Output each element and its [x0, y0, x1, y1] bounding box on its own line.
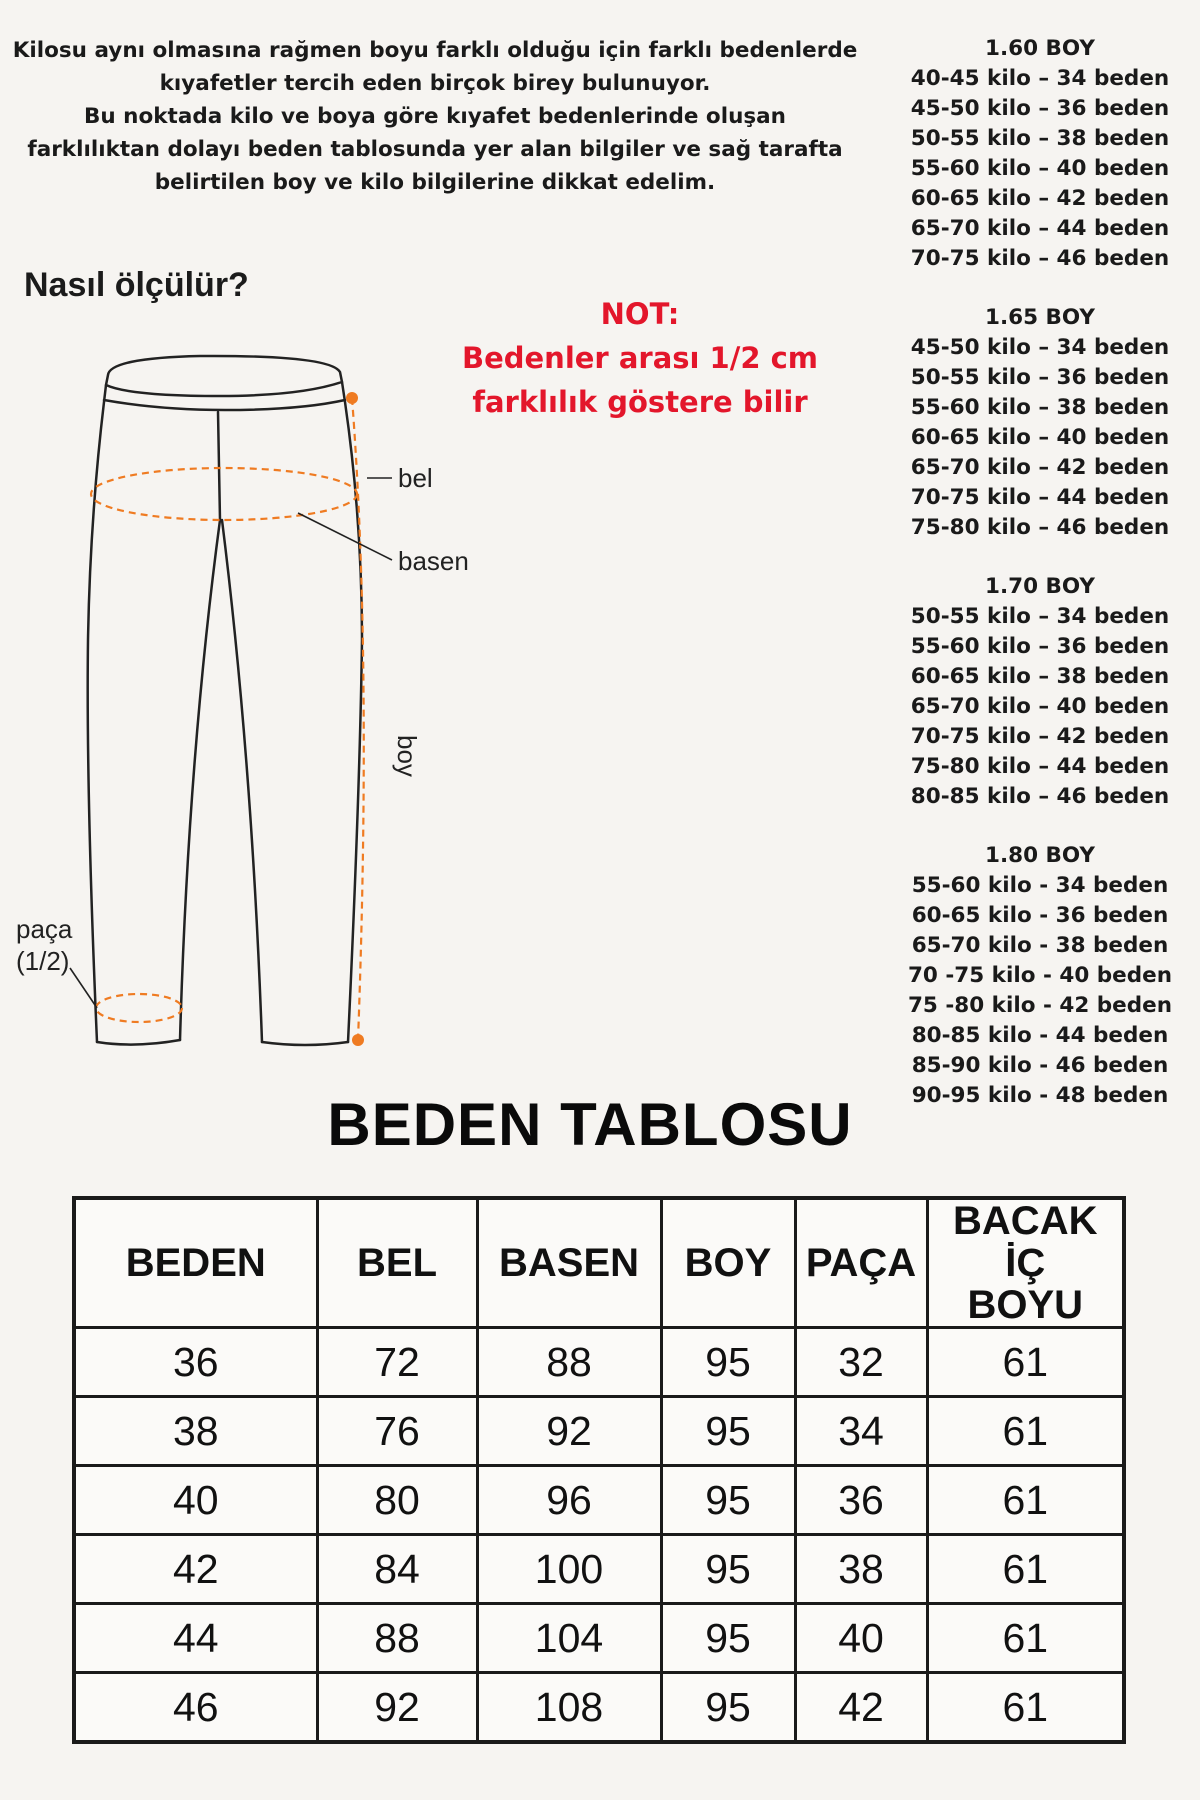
trousers-diagram [0, 340, 520, 1060]
how-to-measure-title: Nasıl ölçülür? [24, 266, 249, 304]
weight-size-row: 90-95 kilo - 48 beden [911, 1083, 1169, 1108]
right-outer-seam [342, 382, 362, 1042]
header-paca: PAÇA [795, 1198, 927, 1328]
table-cell: 108 [477, 1673, 661, 1743]
left-outer-seam [88, 385, 106, 1042]
length-end-dot [352, 1034, 364, 1046]
weight-size-row: 55-60 kilo – 38 beden [910, 395, 1170, 420]
header-basen: BASEN [477, 1198, 661, 1328]
waistband-top [106, 356, 342, 396]
length-measure-line [352, 398, 364, 1040]
table-cell: 95 [661, 1328, 795, 1397]
hem-measure-ellipse [96, 994, 182, 1022]
table-cell: 95 [661, 1466, 795, 1535]
left-inner-seam [180, 520, 220, 1040]
table-cell: 40 [74, 1466, 317, 1535]
height-weight-guide [900, 34, 1180, 1140]
note-line: Bedenler arası 1/2 cm [461, 341, 819, 375]
left-hem [97, 1040, 180, 1045]
weight-size-row: 50-55 kilo – 34 beden [910, 604, 1170, 629]
header-boy: BOY [661, 1198, 795, 1328]
table-cell: 42 [74, 1535, 317, 1604]
paca-label: paça [16, 914, 73, 944]
bel-label: bel [398, 463, 433, 493]
table-cell: 46 [74, 1673, 317, 1743]
table-cell: 95 [661, 1604, 795, 1673]
weight-size-row: 55-60 kilo – 40 beden [910, 156, 1170, 181]
table-cell: 36 [795, 1466, 927, 1535]
weight-size-row: 65-70 kilo - 38 beden [911, 933, 1169, 958]
weight-size-row: 55-60 kilo – 36 beden [910, 634, 1170, 659]
weight-size-row: 45-50 kilo – 36 beden [910, 96, 1170, 121]
table-row [74, 1328, 1124, 1397]
height-group-title: 1.70 BOY [985, 574, 1095, 599]
intro-line: kıyafetler tercih eden birçok birey bulunuyor. [159, 71, 711, 96]
weight-size-row: 80-85 kilo - 44 beden [911, 1023, 1169, 1048]
table-cell: 84 [317, 1535, 477, 1604]
table-cell: 96 [477, 1466, 661, 1535]
weight-size-row: 60-65 kilo – 40 beden [910, 425, 1170, 450]
header-bel: BEL [317, 1198, 477, 1328]
table-row [74, 1535, 1124, 1604]
table-cell: 100 [477, 1535, 661, 1604]
height-group-title: 1.80 BOY [985, 843, 1095, 868]
paca-half-label: (1/2) [16, 946, 70, 976]
intro-paragraph [10, 34, 860, 199]
table-cell: 92 [317, 1673, 477, 1743]
table-cell: 44 [74, 1604, 317, 1673]
weight-size-row: 40-45 kilo – 34 beden [910, 66, 1170, 91]
table-cell: 61 [927, 1604, 1124, 1673]
weight-size-row: 65-70 kilo – 44 beden [910, 216, 1170, 241]
header-bacak-ic-boyu-text: BACAK İÇ BOYU [953, 1199, 1098, 1327]
table-cell: 95 [661, 1535, 795, 1604]
intro-line: Kilosu aynı olmasına rağmen boyu farklı olduğu için farklı bedenlerde [12, 38, 858, 63]
table-cell: 88 [477, 1328, 661, 1397]
table-cell: 34 [795, 1397, 927, 1466]
table-cell: 104 [477, 1604, 661, 1673]
table-cell: 61 [927, 1535, 1124, 1604]
table-cell: 32 [795, 1328, 927, 1397]
intro-line: farklılıktan dolayı beden tablosunda yer alan bilgiler ve sağ tarafta [27, 137, 843, 162]
center-seam [218, 412, 220, 520]
height-group [900, 572, 1180, 812]
intro-line: belirtilen boy ve kilo bilgilerine dikkat edelim. [154, 170, 716, 195]
table-cell: 42 [795, 1673, 927, 1743]
length-start-dot [346, 392, 358, 404]
weight-size-row: 65-70 kilo – 40 beden [910, 694, 1170, 719]
note-title: NOT: [600, 297, 680, 331]
boy-label: boy [392, 735, 422, 777]
table-header-row [74, 1198, 1124, 1328]
height-group [900, 841, 1180, 1111]
table-cell: 61 [927, 1328, 1124, 1397]
right-hem [262, 1042, 348, 1045]
weight-size-row: 45-50 kilo – 34 beden [910, 335, 1170, 360]
weight-size-row: 75-80 kilo – 44 beden [910, 754, 1170, 779]
table-cell: 92 [477, 1397, 661, 1466]
weight-size-row: 60-65 kilo - 36 beden [911, 903, 1169, 928]
weight-size-row: 85-90 kilo - 46 beden [911, 1053, 1169, 1078]
weight-size-row: 70-75 kilo – 44 beden [910, 485, 1170, 510]
table-cell: 76 [317, 1397, 477, 1466]
height-group [900, 303, 1180, 543]
table-cell: 61 [927, 1397, 1124, 1466]
table-cell: 88 [317, 1604, 477, 1673]
weight-size-row: 75 -80 kilo - 42 beden [907, 993, 1173, 1018]
table-cell: 80 [317, 1466, 477, 1535]
weight-size-row: 70-75 kilo – 46 beden [910, 246, 1170, 271]
table-cell: 36 [74, 1328, 317, 1397]
weight-size-row: 50-55 kilo – 38 beden [910, 126, 1170, 151]
weight-size-row: 70-75 kilo – 42 beden [910, 724, 1170, 749]
weight-size-row: 65-70 kilo – 42 beden [910, 455, 1170, 480]
weight-size-row: 50-55 kilo – 36 beden [910, 365, 1170, 390]
table-cell: 38 [74, 1397, 317, 1466]
table-cell: 61 [927, 1466, 1124, 1535]
height-group-title: 1.65 BOY [985, 305, 1095, 330]
weight-size-row: 70 -75 kilo - 40 beden [907, 963, 1173, 988]
table-cell: 40 [795, 1604, 927, 1673]
table-cell: 61 [927, 1673, 1124, 1743]
table-cell: 95 [661, 1673, 795, 1743]
table-row [74, 1397, 1124, 1466]
table-cell: 38 [795, 1535, 927, 1604]
size-table-title: BEDEN TABLOSU [327, 1091, 853, 1158]
weight-size-row: 60-65 kilo – 38 beden [910, 664, 1170, 689]
note-line: farklılık göstere bilir [472, 385, 808, 419]
table-row [74, 1604, 1124, 1673]
weight-size-row: 55-60 kilo - 34 beden [911, 873, 1169, 898]
height-group-title: 1.60 BOY [985, 36, 1095, 61]
basen-leader [298, 513, 392, 560]
table-cell: 72 [317, 1328, 477, 1397]
weight-size-row: 80-85 kilo – 46 beden [910, 784, 1170, 809]
table-row [74, 1673, 1124, 1743]
weight-size-row: 75-80 kilo – 46 beden [910, 515, 1170, 540]
table-row [74, 1466, 1124, 1535]
table-cell: 95 [661, 1397, 795, 1466]
header-beden: BEDEN [74, 1198, 317, 1328]
size-table [72, 1196, 1126, 1744]
right-inner-seam [222, 520, 262, 1042]
header-bacak-ic-boyu [927, 1198, 1124, 1328]
intro-line: Bu noktada kilo ve boya göre kıyafet bedenlerinde oluşan [84, 104, 786, 129]
hip-measure-ellipse [91, 468, 357, 520]
waistband-bottom [104, 400, 345, 410]
weight-size-row: 60-65 kilo – 42 beden [910, 186, 1170, 211]
basen-label: basen [398, 546, 469, 576]
height-group [900, 34, 1180, 274]
